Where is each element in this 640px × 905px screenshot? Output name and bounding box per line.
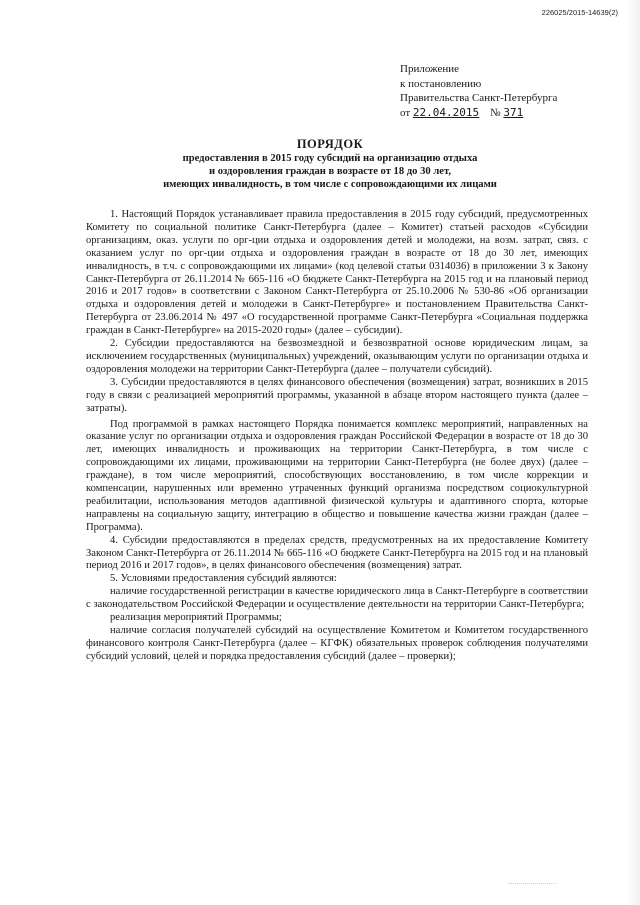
document-id: 226025/2015-14639(2) [541,8,618,17]
document-body [86,209,588,664]
paragraph-program: Под программой в рамках настоящего Порядка понимается комплекс мероприятий, направленных на оказание услуг по организации отдыха и оздоровления граждан Российской Федерации в возрасте от 18 до 30 лет, имеющих инвалидность и проживающих на территории Санкт-Петербурга, в том числе с сопровождающими их лицами, проживающими на территории Санкт-Петербурга (не более двух) (далее – граждане), в том числе мероприятий, способствующих восстановлению, в том числе коррекции и компенсации, нарушенных или временно утраченных функций организма посредством социокультурной реабилитации, использования методов адаптивной физической культуры и адаптивного спорта, которые направлены на социальную защиту, интеграцию в общество и повышение качества жизни граждан (далее – Программа). [86,418,588,533]
approval-number: 371 [503,105,524,119]
document-title [60,136,600,191]
condition-registration: наличие государственной регистрации в качестве юридического лица в Санкт-Петербурге в соответствии с законодательством Российской Федерации и осуществление деятельности на территории Санкт-Петербурга; [86,586,588,611]
approval-block [400,62,620,120]
date-prefix: от [400,106,411,119]
approval-line-3: Правительства Санкт-Петербурга [400,92,558,104]
paragraph-4: 4. Субсидии предоставляются в пределах средств, предусмотренных на их предоставление Комитету Законом Санкт-Петербурга от 26.11.2014 № 665-116 «О бюджете Санкт-Петербурга на 2015 год и на плановый период 2016 и 2017 годов», в целях финансового обеспечения (возмещения) затрат. [86,534,588,572]
scan-mark [508,883,556,890]
title-sub-2: и оздоровления граждан в возрасте от 18 до 30 лет, [208,166,452,177]
condition-program: реализация мероприятий Программы; [110,612,282,624]
paragraph-1: 1. Настоящий Порядок устанавливает правила предоставления в 2015 году субсидий, предусмотренных Комитету по социальной политике Санкт-Петербурга (далее – Комитет) статьей расходов «Субсидии организациям, оказ. услуги по орг-ции отдыха и оздоровления детей и молодежи, на возм. затрат, связ. с оказанием услуг по орг-ции отдыха и оздоровления граждан в возрасте от 18 до 30 лет, имеющих инвалидность, в т.ч. с сопровождающими их лицами» (код целевой статьи 0314036) в приложении 3 к Закону Санкт-Петербурга от 26.11.2014 № 665-116 «О бюджете Санкт-Петербурга на 2015 год и на плановый период 2016 и 2017 годов» в соответствии с Законом Санкт-Петербурга от 25.10.2006 № 530-86 «Об организации отдыха и оздоровления детей и молодежи в Санкт-Петербурге» и постановлением Правительства Санкт-Петербурга от 23.06.2014 № 497 «О государственной программе Санкт-Петербурга «Социальная поддержка граждан в Санкт-Петербурге» на 2015-2020 годы» (далее – субсидии). [86,209,588,337]
scan-edge [626,0,640,905]
paragraph-5: 5. Условиями предоставления субсидий являются: [110,573,337,585]
approval-date-line [400,106,620,121]
title-main: ПОРЯДОК [296,137,364,151]
approval-date: 22.04.2015 [412,105,480,119]
title-sub-1: предоставления в 2015 году субсидий на организацию отдыха [182,153,478,164]
title-sub-3: имеющих инвалидность, в том числе с сопровождающими их лицами [163,179,497,190]
paragraph-2: 2. Субсидии предоставляются на безвозмездной и безвозвратной основе юридическим лицам, за исключением государственных (муниципальных) учреждений, оказывающим услуги по организации отдыха и оздоровления молодежи на территории Санкт-Петербурга (далее – получатели субсидий). [86,338,588,375]
approval-line-2: к постановлению [400,77,482,90]
condition-consent: наличие согласия получателей субсидий на осуществление Комитетом и Комитетом государственного финансового контроля Санкт-Петербурга (далее – КГФК) обязательных проверок соблюдения получателями субсидий условий, целей и порядка предоставления субсидий (далее – проверки); [86,625,588,662]
approval-line-1: Приложение [400,63,460,75]
number-prefix: № [490,106,501,119]
paragraph-3: 3. Субсидии предоставляются в целях финансового обеспечения (возмещения) затрат, возникших в 2015 году в связи с реализацией мероприятий программы, указанной в абзаце втором настоящего пункта (далее – затраты). [86,376,588,414]
